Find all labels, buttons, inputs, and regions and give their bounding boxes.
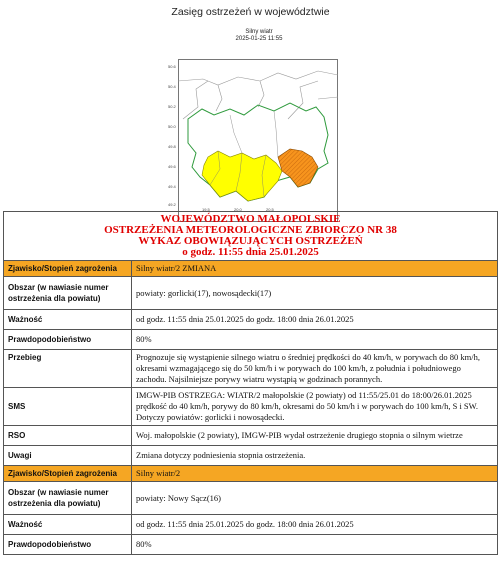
page-title: Zasięg ostrzeżeń w województwie: [171, 6, 330, 18]
table-row: [4, 482, 498, 515]
map-caption-phenomenon: Silny wiatr: [245, 29, 273, 35]
sms-value: IMGW-PIB OSTRZEGA: WIATR/2 małopolskie (2 powiaty) od 11:55/25.01 do 18:00/26.01.2025 prędkość do 40 km/h, porywy do 80 km/h, okresami do 50 km/h i w porywach do 100 km/h, S i SW. Dotyczy powiatów: gorlicki i nowosądecki.: [132, 388, 498, 426]
course-value: Prognozuje się wystąpienie silnego wiatru o średniej prędkości do 40 km/h, w porywach do 80 km/h, okresami wzmagającego się do 50 km/h i w porywach do 100 km/h, z południa i południowego zachodu. Najsilniejsze porywy wiatru wystąpią w godzinach porannych.: [132, 350, 498, 388]
y-tick-label: 50.2: [168, 104, 176, 109]
x-tick-label: 20.5: [266, 207, 274, 212]
table-row: [4, 466, 498, 482]
validity-label: Ważność: [4, 515, 132, 535]
validity-label: Ważność: [4, 310, 132, 330]
table-row: [4, 535, 498, 555]
y-tick-label: 50.4: [168, 84, 176, 89]
header-bulletin: OSTRZEŻENIA METEOROLOGICZNE ZBIORCZO NR 38: [104, 224, 397, 236]
warning-map: [166, 26, 352, 214]
probability-value: 80%: [132, 330, 498, 350]
y-tick-label: 50.0: [168, 124, 176, 129]
phenomenon-value: Silny wiatr/2: [132, 466, 498, 482]
area-value: powiaty: gorlicki(17), nowosądecki(17): [132, 277, 498, 310]
y-tick-label: 49.6: [168, 164, 176, 169]
table-row: [4, 350, 498, 388]
table-row: [4, 388, 498, 426]
header-datetime: o godz. 11:55 dnia 25.01.2025: [182, 246, 319, 258]
notes-value: Zmiana dotyczy podniesienia stopnia ostrzeżenia.: [132, 446, 498, 466]
y-tick-label: 49.8: [168, 144, 176, 149]
sms-label: SMS: [4, 388, 132, 426]
x-tick-label: 19.5: [202, 207, 210, 212]
map-caption-datetime: 2025-01-25 11:55: [235, 36, 283, 42]
warnings-header: [4, 212, 498, 261]
area-value: powiaty: Nowy Sącz(16): [132, 482, 498, 515]
phenomenon-label: Zjawisko/Stopień zagrożenia: [4, 466, 132, 482]
table-row: [4, 446, 498, 466]
rso-value: Woj. małopolskie (2 powiaty), IMGW-PIB wydał ostrzeżenie drugiego stopnia o silnym wietrze: [132, 426, 498, 446]
y-tick-label: 49.4: [168, 184, 176, 189]
table-row: [4, 426, 498, 446]
area-label: Obszar (w nawiasie numer ostrzeżenia dla powiatu): [4, 277, 132, 310]
course-label: Przebieg: [4, 350, 132, 388]
header-list-title: WYKAZ OBOWIĄZUJĄCYCH OSTRZEŻEŃ: [138, 235, 363, 247]
table-row: [4, 277, 498, 310]
x-tick-label: 20.0: [234, 207, 242, 212]
validity-value: od godz. 11:55 dnia 25.01.2025 do godz. 18:00 dnia 26.01.2025: [132, 310, 498, 330]
area-label: Obszar (w nawiasie numer ostrzeżenia dla powiatu): [4, 482, 132, 515]
y-tick-label: 50.6: [168, 64, 176, 69]
notes-label: Uwagi: [4, 446, 132, 466]
warnings-table: [3, 211, 498, 555]
validity-value: od godz. 11:55 dnia 25.01.2025 do godz. 18:00 dnia 26.01.2025: [132, 515, 498, 535]
table-row: [4, 515, 498, 535]
phenomenon-value: Silny wiatr/2 ZMIANA: [132, 261, 498, 277]
header-region: WOJEWÓDZTWO MAŁOPOLSKIE: [160, 213, 341, 225]
probability-label: Prawdopodobieństwo: [4, 330, 132, 350]
table-row: [4, 310, 498, 330]
probability-value: 80%: [132, 535, 498, 555]
y-tick-label: 49.2: [168, 202, 176, 207]
rso-label: RSO: [4, 426, 132, 446]
map-plot: [178, 59, 338, 222]
table-row: [4, 261, 498, 277]
table-row: [4, 330, 498, 350]
phenomenon-label: Zjawisko/Stopień zagrożenia: [4, 261, 132, 277]
table-header-row: [4, 212, 498, 261]
probability-label: Prawdopodobieństwo: [4, 535, 132, 555]
